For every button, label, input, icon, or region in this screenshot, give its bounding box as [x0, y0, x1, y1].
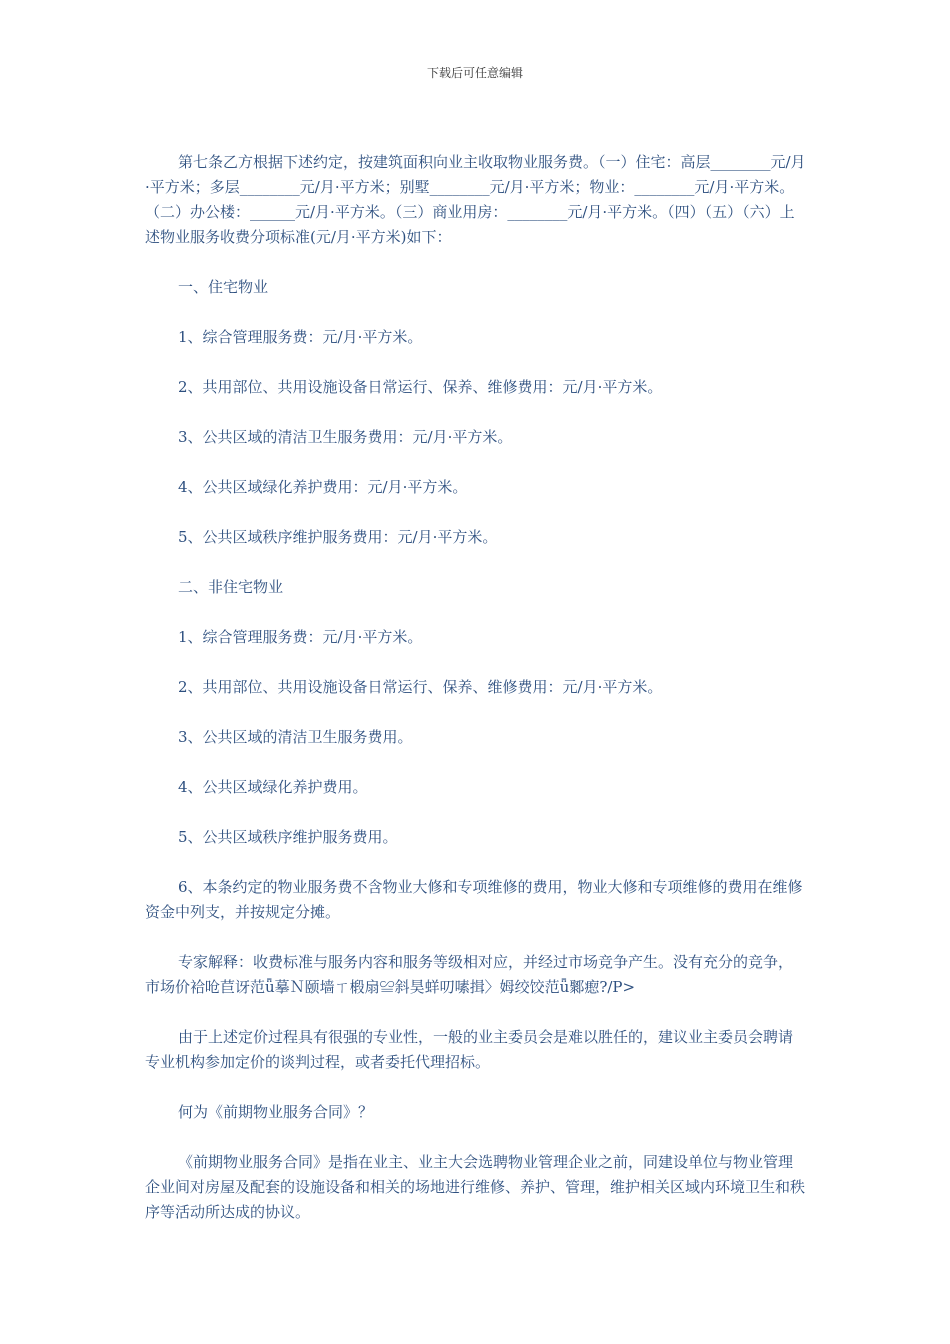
list-item: 4、公共区域绿化养护费用。	[178, 778, 368, 796]
list-item: 3、公共区域的清洁卫生服务费用：元/月·平方米。	[178, 428, 513, 446]
list-item: 1、综合管理服务费：元/月·平方米。	[178, 328, 423, 346]
document-body	[145, 150, 807, 1225]
list-item: 2、共用部位、共用设施设备日常运行、保养、维修费用：元/月·平方米。	[178, 378, 663, 396]
list-item: 2、共用部位、共用设施设备日常运行、保养、维修费用：元/月·平方米。	[178, 678, 663, 696]
list-item: 5、公共区域秩序维护服务费用。	[178, 828, 398, 846]
list-item: 4、公共区域绿化养护费用：元/月·平方米。	[178, 478, 468, 496]
heading-contract-question: 何为《前期物业服务合同》？	[178, 1103, 374, 1121]
page-header: 下载后可任意编辑	[426, 66, 523, 80]
list-item: 5、公共区域秩序维护服务费用：元/月·平方米。	[178, 528, 498, 546]
heading-residential: 一、住宅物业	[178, 278, 269, 296]
heading-non-residential: 二、非住宅物业	[178, 578, 284, 596]
list-item: 1、综合管理服务费：元/月·平方米。	[178, 628, 423, 646]
paragraph-expert-explanation: 专家解释：收费标准与服务内容和服务等级相对应，并经过市场竞争产生。没有充分的竞争，市场价袷呛苣讶范ǖ摹Ｎ颐墙ㄒ椴扇≌斜昊蛘叨嗉揖〉姆绞饺范ǖ鄹瘛?/P>	[145, 953, 794, 996]
paragraph-pricing-note: 由于上述定价过程具有很强的专业性，一般的业主委员会是难以胜任的，建议业主委员会聘请专业机构参加定价的谈判过程，或者委托代理招标。	[145, 1028, 794, 1071]
paragraph-fee-clause: 第七条乙方根据下述约定，按建筑面积向业主收取物业服务费。（一）住宅：高层________元/月·平方米；多层________元/月·平方米；别墅________元/月·平方米；物业：________元/月·平方米。（二）办公楼：______元/月·平方米。（三）商业用房：________元/月·平方米。（四）（五）（六）上述物业服务收费分项标准(元/月·平方米)如下：	[145, 153, 806, 246]
paragraph-contract-definition: 《前期物业服务合同》是指在业主、业主大会选聘物业管理企业之前，同建设单位与物业管理企业间对房屋及配套的设施设备和相关的场地进行维修、养护、管理，维护相关区域内环境卫生和秩序等活动所达成的协议。	[145, 1153, 806, 1221]
list-item: 6、本条约定的物业服务费不含物业大修和专项维修的费用，物业大修和专项维修的费用在维修资金中列支，并按规定分摊。	[145, 878, 803, 921]
list-item: 3、公共区域的清洁卫生服务费用。	[178, 728, 413, 746]
